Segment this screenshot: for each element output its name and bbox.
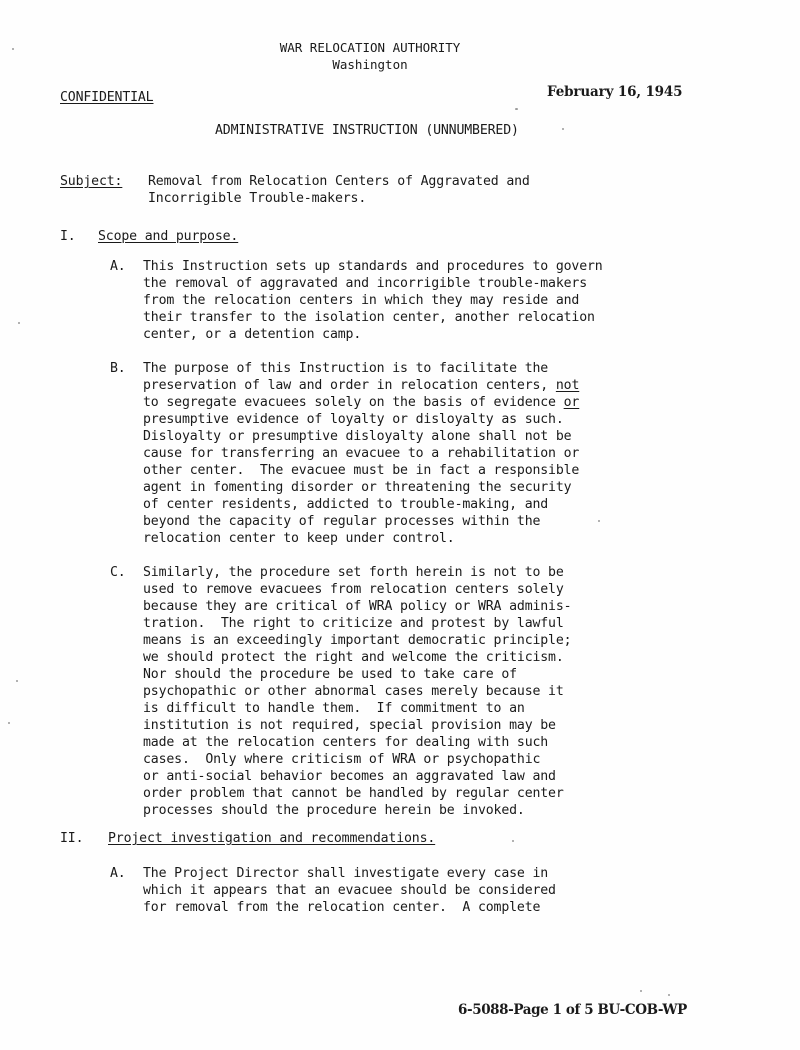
paragraph-line: their transfer to the isolation center, another relocation bbox=[143, 310, 595, 325]
paragraph-line: order problem that cannot be handled by regular center bbox=[143, 786, 564, 801]
scan-speck bbox=[16, 680, 18, 682]
paragraph-line: Similarly, the procedure set forth herein is not to be bbox=[143, 565, 564, 580]
paragraph-line: beyond the capacity of regular processes within the bbox=[143, 514, 541, 529]
paragraph-line: agent in fomenting disorder or threatening the security bbox=[143, 480, 572, 495]
scan-speck bbox=[12, 48, 14, 50]
instruction-title: ADMINISTRATIVE INSTRUCTION (UNNUMBERED) bbox=[215, 123, 519, 138]
subject-line: Incorrigible Trouble-makers. bbox=[148, 191, 367, 206]
paragraph-line: Nor should the procedure be used to take care of bbox=[143, 667, 517, 682]
paragraph-line: or anti-social behavior becomes an aggravated law and bbox=[143, 769, 556, 784]
classification-mark: CONFIDENTIAL bbox=[60, 90, 154, 105]
paragraph-text: preservation of law and order in relocation centers, bbox=[143, 378, 556, 393]
city-heading: Washington bbox=[332, 57, 408, 72]
paragraph-line: which it appears that an evacuee should be considered bbox=[143, 883, 556, 898]
paragraph-line: for removal from the relocation center. A complete bbox=[143, 900, 541, 915]
emphasis-or: or bbox=[563, 395, 580, 410]
paragraph-line: psychopathic or other abnormal cases merely because it bbox=[143, 684, 564, 699]
paragraph-line: from the relocation centers in which they may reside and bbox=[143, 293, 580, 308]
paragraph-line: because they are critical of WRA policy or WRA adminis- bbox=[143, 599, 572, 614]
paragraph-line bbox=[143, 394, 579, 411]
paragraph-line: Disloyalty or presumptive disloyalty alone shall not be bbox=[143, 429, 572, 444]
paragraph-text: to segregate evacuees solely on the basis of evidence bbox=[143, 395, 564, 410]
paragraph-line: made at the relocation centers for dealing with such bbox=[143, 735, 549, 750]
paragraph-letter: C. bbox=[110, 565, 126, 580]
scan-speck bbox=[515, 108, 518, 110]
agency-heading: WAR RELOCATION AUTHORITY bbox=[279, 40, 461, 55]
paragraph-line: The Project Director shall investigate every case in bbox=[143, 866, 549, 881]
scan-speck bbox=[668, 994, 670, 996]
emphasis-not: not bbox=[555, 378, 580, 393]
paragraph-line: This Instruction sets up standards and procedures to govern bbox=[143, 259, 603, 274]
paragraph-letter: A. bbox=[110, 259, 126, 274]
scan-speck bbox=[8, 722, 10, 724]
paragraph-line: tration. The right to criticize and protest by lawful bbox=[143, 616, 564, 631]
paragraph-line: of center residents, addicted to trouble-making, and bbox=[143, 497, 549, 512]
scan-speck bbox=[562, 128, 564, 130]
subject-label: Subject: bbox=[60, 174, 123, 189]
page-reference: 6-5088-Page 1 of 5 BU-COB-WP bbox=[458, 1002, 687, 1018]
paragraph-line: other center. The evacuee must be in fact a responsible bbox=[143, 463, 580, 478]
document-date: February 16, 1945 bbox=[547, 84, 683, 100]
paragraph-line: The purpose of this Instruction is to facilitate the bbox=[143, 361, 549, 376]
paragraph-line: relocation center to keep under control. bbox=[143, 531, 455, 546]
paragraph-letter: A. bbox=[110, 866, 126, 881]
paragraph-line: is difficult to handle them. If commitment to an bbox=[143, 701, 525, 716]
paragraph-line: cases. Only where criticism of WRA or psychopathic bbox=[143, 752, 541, 767]
section-heading: Project investigation and recommendations. bbox=[108, 831, 436, 846]
section-heading: Scope and purpose. bbox=[98, 229, 239, 244]
paragraph-line: the removal of aggravated and incorrigible trouble-makers bbox=[143, 276, 588, 291]
paragraph-line: used to remove evacuees from relocation centers solely bbox=[143, 582, 564, 597]
paragraph-line: presumptive evidence of loyalty or disloyalty as such. bbox=[143, 412, 564, 427]
subject-line: Removal from Relocation Centers of Aggravated and bbox=[148, 174, 530, 189]
paragraph-line: processes should the procedure herein be invoked. bbox=[143, 803, 525, 818]
paragraph-line bbox=[143, 377, 579, 394]
scan-speck bbox=[18, 322, 20, 324]
paragraph-letter: B. bbox=[110, 361, 126, 376]
paragraph-line: institution is not required, special provision may be bbox=[143, 718, 556, 733]
section-numeral: II. bbox=[60, 831, 84, 846]
paragraph-line: we should protect the right and welcome the criticism. bbox=[143, 650, 564, 665]
paragraph-line: means is an exceedingly important democratic principle; bbox=[143, 633, 572, 648]
paragraph-line: cause for transferring an evacuee to a rehabilitation or bbox=[143, 446, 580, 461]
paragraph-line: center, or a detention camp. bbox=[143, 327, 362, 342]
scan-speck bbox=[512, 840, 514, 842]
section-numeral: I. bbox=[60, 229, 76, 244]
scan-speck bbox=[640, 990, 642, 992]
scan-speck bbox=[598, 520, 600, 522]
